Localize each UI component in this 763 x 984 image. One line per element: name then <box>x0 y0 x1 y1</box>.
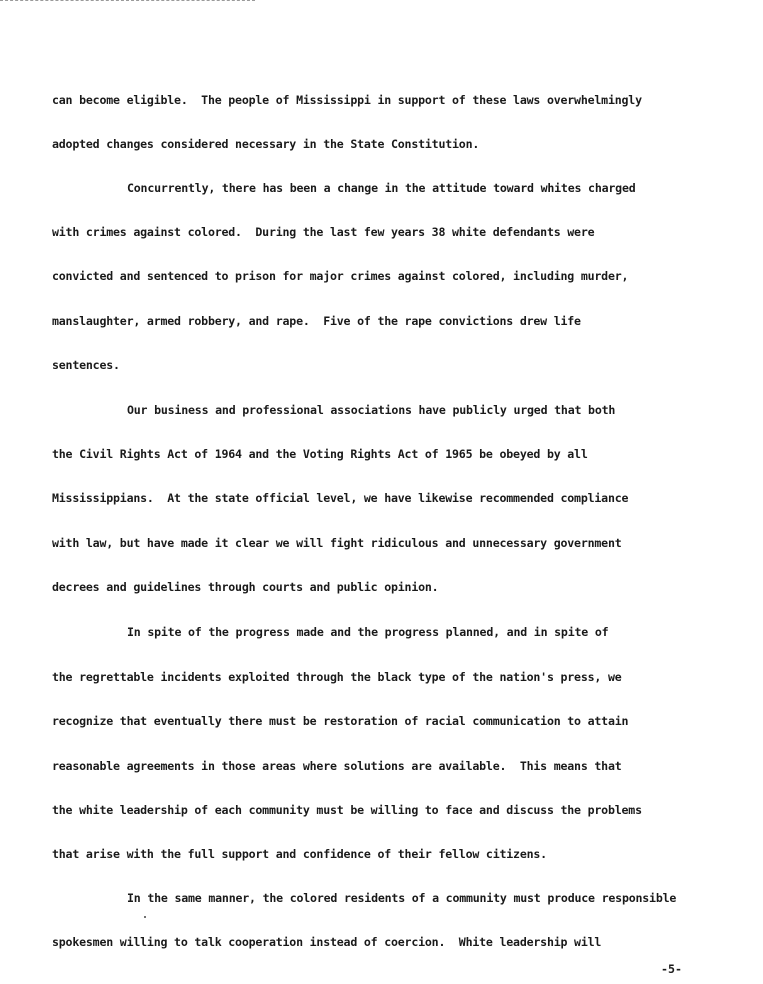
ink-speck <box>144 916 146 918</box>
text-line: convicted and sentenced to prison for major crimes against colored, including murder, <box>52 269 629 283</box>
text-line: with crimes against colored. During the last few years 38 white defendants were <box>52 225 595 239</box>
text-line: adopted changes considered necessary in the State Constitution. <box>52 137 480 151</box>
text-line: Mississippians. At the state official level, we have likewise recommended compliance <box>52 491 629 505</box>
page-number: -5- <box>661 962 682 976</box>
text-line: the Civil Rights Act of 1964 and the Voting Rights Act of 1965 be obeyed by all <box>52 447 588 461</box>
text-line: Our business and professional associations have publicly urged that both <box>127 403 616 417</box>
text-line: Concurrently, there has been a change in the attitude toward whites charged <box>127 181 636 195</box>
text-line: can become eligible. The people of Mississippi in support of these laws overwhelmingly <box>52 93 642 107</box>
top-dashed-rule <box>0 0 255 1</box>
text-line: that arise with the full support and confidence of their fellow citizens. <box>52 847 547 861</box>
text-line: the white leadership of each community must be willing to face and discuss the problems <box>52 803 642 817</box>
text-line: with law, but have made it clear we will fight ridiculous and unnecessary government <box>52 536 622 550</box>
text-line: manslaughter, armed robbery, and rape. Five of the rape convictions drew life <box>52 314 581 328</box>
text-line: In the same manner, the colored residents of a community must produce responsible <box>127 891 677 905</box>
text-line: spokesmen willing to talk cooperation instead of coercion. White leadership will <box>52 935 602 949</box>
text-line: sentences. <box>52 358 120 372</box>
text-line: reasonable agreements in those areas where solutions are available. This means that <box>52 759 622 773</box>
text-line: In spite of the progress made and the progress planned, and in spite of <box>127 625 609 639</box>
text-line: recognize that eventually there must be restoration of racial communication to attain <box>52 714 629 728</box>
text-line: the regrettable incidents exploited through the black type of the nation's press, we <box>52 670 622 684</box>
text-line: decrees and guidelines through courts and public opinion. <box>52 580 439 594</box>
